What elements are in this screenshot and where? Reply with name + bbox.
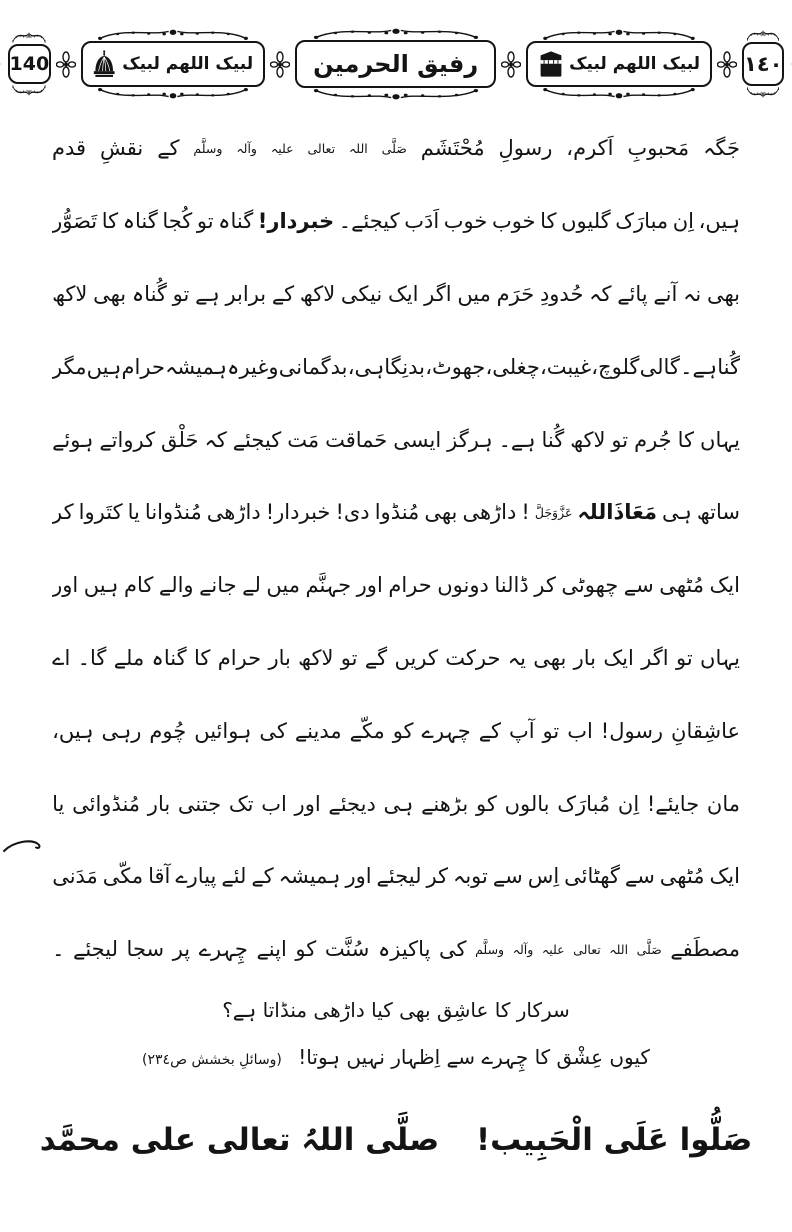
word: اِن xyxy=(617,791,640,816)
word: والے xyxy=(158,573,194,598)
word: کے xyxy=(271,281,295,306)
couplet-line-1: سرکار کا عاشِق بھی کیا داڑھی منڈاتا ہے؟ xyxy=(222,998,570,1022)
word: یا xyxy=(127,500,140,525)
word: گناہ xyxy=(122,209,158,234)
word: ایک xyxy=(603,645,634,670)
word: حرکت xyxy=(445,645,501,670)
text-line xyxy=(52,112,740,185)
word: نہ xyxy=(683,281,702,306)
fleuron-icon xyxy=(501,51,521,78)
word: کر xyxy=(52,500,74,525)
word: ہیں، xyxy=(52,718,94,743)
word: آقا xyxy=(148,864,171,889)
word: حرام xyxy=(388,573,432,598)
word: خبردار! xyxy=(257,209,335,234)
word: حرام xyxy=(217,645,262,670)
word: مصطَفے xyxy=(670,937,740,962)
word: بار xyxy=(573,645,597,670)
word: صَلَّی xyxy=(381,140,407,156)
word: ہی xyxy=(383,791,414,816)
couplet-line-2 xyxy=(0,1045,792,1069)
word: مُحْتَشَم xyxy=(420,136,485,161)
word: وآلہ xyxy=(512,941,534,957)
fleuron-icon xyxy=(717,51,737,78)
word: ایک xyxy=(709,573,740,598)
word: خوب xyxy=(443,209,488,234)
word: گلوچ، xyxy=(591,354,640,379)
word: ہوائیں xyxy=(194,718,252,743)
word: مَت xyxy=(287,427,320,452)
word: بالوں xyxy=(504,791,550,816)
word: کیجئے۔ xyxy=(338,209,400,234)
word: گُنا xyxy=(541,427,565,452)
word: قدم xyxy=(52,136,87,161)
word: تو xyxy=(172,281,190,306)
word: میں xyxy=(457,281,491,306)
word: تک xyxy=(228,791,254,816)
word: میں xyxy=(266,573,300,598)
word: اِن xyxy=(672,209,695,234)
text-line xyxy=(52,767,740,840)
text-line xyxy=(52,185,740,258)
word: مَعَاذَاللہ xyxy=(577,500,657,525)
fleuron-icon xyxy=(56,51,76,78)
word: لاکھ xyxy=(299,281,336,306)
word: یہ xyxy=(507,645,526,670)
labbaik-banner-left xyxy=(81,41,265,87)
page-number-box-arabic xyxy=(742,42,784,86)
word: خوب xyxy=(491,209,536,234)
word: تعالی xyxy=(307,140,336,156)
word: بھی xyxy=(533,645,567,670)
text-line xyxy=(52,403,740,476)
word: دونوں xyxy=(437,573,489,598)
word: وآلہ xyxy=(236,140,257,156)
word: ڈالنا xyxy=(494,573,529,598)
word: دیجئے xyxy=(328,791,376,816)
swag-ornament xyxy=(541,87,697,101)
word: گُنا xyxy=(717,354,740,379)
word: اللہ xyxy=(609,941,629,957)
word: لاکھ xyxy=(298,645,334,670)
word: یہاں xyxy=(700,645,740,670)
swag-ornament xyxy=(541,27,697,41)
word: گُناہ xyxy=(131,281,167,306)
couplet-reference: (وسائلِ بخشش ص٢٣٤) xyxy=(142,1052,282,1068)
word: حَلْق xyxy=(161,427,199,452)
word: اور xyxy=(52,573,79,598)
word: کرواتے xyxy=(99,427,156,452)
word: رسولِ xyxy=(498,136,553,161)
text-line xyxy=(52,840,740,913)
edge-ornament-left xyxy=(0,52,3,76)
word: دی! xyxy=(335,500,370,525)
word: بھی xyxy=(93,281,127,306)
word: مدینے xyxy=(294,718,342,743)
word: کیجئے xyxy=(232,427,282,452)
book-title: رفیق الحرمین xyxy=(313,50,479,78)
word: چُوم xyxy=(149,718,187,743)
word: نیکی xyxy=(340,281,383,306)
text-line xyxy=(52,694,740,767)
poetry-verse-marker-icon xyxy=(2,838,42,854)
word: مان xyxy=(706,791,740,816)
text-line xyxy=(52,913,740,986)
word: کریں xyxy=(394,645,438,670)
word: کام xyxy=(123,573,154,598)
word: حَرَم xyxy=(496,281,535,306)
word: مُنڈوا xyxy=(374,500,420,525)
word: عاشِقانِ xyxy=(671,718,740,743)
word: سجا xyxy=(126,937,165,962)
word: تو xyxy=(611,427,629,452)
word: کی xyxy=(259,718,287,743)
word: کا xyxy=(101,209,119,234)
word: چہرے xyxy=(421,718,471,743)
word: ہوئے xyxy=(52,427,94,452)
word: وسلَّم xyxy=(475,941,505,957)
word: جھوٹ، xyxy=(425,354,486,379)
word: مُٹھی xyxy=(659,573,704,598)
word: داڑھی xyxy=(462,500,517,525)
body-lines xyxy=(52,112,740,986)
word: مکّی xyxy=(102,864,144,889)
word: اَدَب xyxy=(404,209,440,234)
word: کو xyxy=(392,718,414,743)
couplet-line-2-text: کیوں عِشْق کا چِہرے سے اِظہار نہیں ہوتا! xyxy=(298,1045,650,1069)
word: صَلَّی xyxy=(636,941,662,957)
swag-ornament xyxy=(311,88,480,102)
swag-ornament xyxy=(96,27,251,41)
word: اگر xyxy=(424,281,452,306)
word: مُنڈوانا xyxy=(144,500,202,525)
word: غیبت، xyxy=(540,354,592,379)
word: کر xyxy=(534,573,556,598)
word: چِہرے xyxy=(198,937,248,962)
word: سے xyxy=(492,864,523,889)
fleuron-icon xyxy=(270,51,290,78)
word: آپ xyxy=(508,718,535,743)
text-line xyxy=(52,258,740,331)
word: اَکرم، xyxy=(566,136,614,161)
page-number-arabic: ١٤٠ xyxy=(744,52,783,76)
word: لئے xyxy=(221,864,247,889)
page-number-western: 140 xyxy=(9,53,50,75)
word: ایک xyxy=(709,864,740,889)
word: ہمیشہ xyxy=(165,354,227,379)
word: پیارے xyxy=(175,864,217,889)
word: تعالی xyxy=(573,941,601,957)
word: کہ xyxy=(589,281,612,306)
word: برابر xyxy=(225,281,267,306)
word: گھٹائی xyxy=(564,864,620,889)
page-number-box-western xyxy=(8,44,52,84)
word: جہنَّم xyxy=(305,573,352,598)
word: ہیں، xyxy=(698,209,740,234)
word: بڑھنے xyxy=(421,791,469,816)
word: جُرم xyxy=(634,427,672,452)
word: گلیوں xyxy=(561,209,611,234)
word: وسلَّم xyxy=(193,140,223,156)
word: اب xyxy=(261,791,287,816)
swag-ornament xyxy=(12,30,46,44)
word: اور xyxy=(356,573,383,598)
word: کُجا xyxy=(162,209,193,234)
word: حرام xyxy=(121,354,165,379)
word: حُدودِ xyxy=(539,281,584,306)
word: تو xyxy=(675,645,693,670)
word: ملے xyxy=(113,645,145,670)
word: وغیرہ xyxy=(227,354,279,379)
word: ہیں xyxy=(86,354,122,379)
word: مُٹھی xyxy=(659,864,705,889)
word: مُبارَک xyxy=(557,791,611,816)
footer-salawat xyxy=(0,1122,792,1158)
word: کے xyxy=(157,136,180,161)
word: مکّے xyxy=(349,718,385,743)
word: علیہ xyxy=(541,941,565,957)
word: اے xyxy=(52,645,71,670)
word: جانے xyxy=(199,573,237,598)
swag-ornament xyxy=(311,26,480,40)
word: عَزَّوَجَلَّ xyxy=(534,504,573,520)
word: آنے xyxy=(653,281,678,306)
word: لیجئے xyxy=(376,864,422,889)
word: بھی xyxy=(424,500,458,525)
green-dome-icon xyxy=(93,48,117,80)
word: مَدَنی xyxy=(52,864,98,889)
word: تو xyxy=(340,645,358,670)
text-line xyxy=(52,330,740,403)
word: مگر xyxy=(52,354,87,379)
word: کے xyxy=(478,718,501,743)
word: کے xyxy=(251,864,274,889)
word: ہے xyxy=(195,281,220,306)
word: گناہ xyxy=(218,209,254,234)
word: کتَروا xyxy=(78,500,123,525)
word: رسول! xyxy=(600,718,664,743)
word: کہ xyxy=(204,427,227,452)
swag-ornament xyxy=(747,86,780,100)
word: رہی xyxy=(101,718,142,743)
word: چغلی، xyxy=(485,354,540,379)
word: ساتھ xyxy=(696,500,740,525)
word: ایک xyxy=(387,281,419,306)
word: ہمیشہ xyxy=(278,864,341,889)
word: تو xyxy=(196,209,214,234)
swag-ornament xyxy=(96,87,251,101)
kaaba-icon xyxy=(538,49,564,79)
word: ہی xyxy=(662,500,692,525)
salawat-call: صَلُّوا عَلَی الْحَبِیب! xyxy=(475,1122,753,1158)
word: پائے xyxy=(617,281,648,306)
word: نقشِ xyxy=(100,136,144,161)
word: بدگمانی xyxy=(278,354,348,379)
word: پاکیزہ xyxy=(377,937,431,962)
text-line xyxy=(52,476,740,549)
labbaik-text-left: لبیک اللھم لبیک xyxy=(122,54,254,74)
word: کو xyxy=(295,937,317,962)
swag-ornament xyxy=(747,28,780,42)
word: حَماقت xyxy=(325,427,388,452)
word: بار xyxy=(268,645,291,670)
word: لے xyxy=(242,573,261,598)
word: اب xyxy=(567,718,593,743)
word: سے xyxy=(623,573,654,598)
word: کا xyxy=(193,645,211,670)
word: جَگہ xyxy=(703,136,740,161)
word: تو xyxy=(542,718,560,743)
word: مبارَک xyxy=(615,209,669,234)
page-header xyxy=(0,40,792,88)
word: ہے۔ xyxy=(680,354,718,379)
word: جتنی xyxy=(177,791,222,816)
word: مَحبوبِ xyxy=(627,136,690,161)
word: ہے۔ xyxy=(498,427,536,452)
word: خبردار! xyxy=(265,500,331,525)
word: ! xyxy=(521,500,530,525)
word: توبہ xyxy=(453,864,488,889)
word: سُنَّت xyxy=(324,937,370,962)
word: اپنے xyxy=(256,937,287,962)
word: ہیں xyxy=(83,573,119,598)
book-title-banner xyxy=(295,40,496,88)
word: کر xyxy=(426,864,449,889)
word: کا xyxy=(540,209,557,234)
word: لاکھ xyxy=(570,427,606,452)
word: گالی xyxy=(639,354,680,379)
word: بدنِگاہی، xyxy=(347,354,425,379)
word: گے xyxy=(364,645,388,670)
word: اور xyxy=(294,791,321,816)
word: یہاں xyxy=(700,427,740,452)
word: داڑھی xyxy=(206,500,261,525)
word: گناہ xyxy=(151,645,187,670)
word: اگر xyxy=(641,645,669,670)
labbaik-banner-right xyxy=(526,41,712,87)
word: یا xyxy=(52,791,65,816)
word: اللہ xyxy=(348,140,368,156)
word: ہرگز xyxy=(447,427,493,452)
word: چھوٹی xyxy=(561,573,619,598)
word: کو xyxy=(475,791,497,816)
word: علیہ xyxy=(270,140,294,156)
word: کی xyxy=(439,937,467,962)
word: اور xyxy=(345,864,372,889)
word: لیجئے xyxy=(73,937,118,962)
word: ایسی xyxy=(393,427,442,452)
word: تَصَوُّر xyxy=(52,209,98,234)
couplet-block xyxy=(0,998,792,1069)
swag-ornament xyxy=(12,84,46,98)
word: پر xyxy=(172,937,191,962)
word: بھی xyxy=(706,281,740,306)
word: مُنڈوائی xyxy=(72,791,141,816)
text-line xyxy=(52,622,740,695)
labbaik-text-right: لبیک اللھم لبیک xyxy=(569,54,701,74)
word: گا۔ xyxy=(77,645,107,670)
word: جایئے! xyxy=(646,791,700,816)
word: بار xyxy=(147,791,171,816)
text-line xyxy=(52,549,740,622)
word: لاکھ xyxy=(52,281,88,306)
word: سے xyxy=(624,864,655,889)
word: اِس xyxy=(527,864,560,889)
word: ۔ xyxy=(52,937,65,962)
word: کا xyxy=(677,427,695,452)
salawat-response: صلَّی اللہُ تعالی علی محمَّد xyxy=(39,1122,440,1158)
main-text-block xyxy=(52,112,740,986)
